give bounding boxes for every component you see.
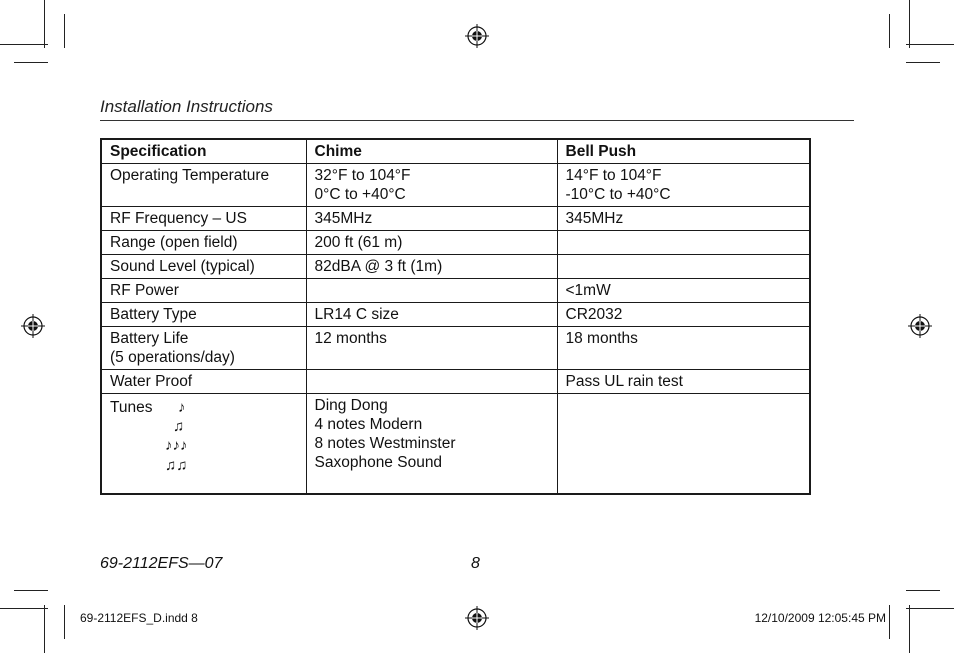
tune-name: 8 notes Westminster	[314, 435, 456, 452]
spec-cell: RF Power	[101, 279, 306, 303]
crop-mark	[14, 590, 48, 591]
page-number: 8	[471, 555, 480, 572]
crop-mark	[64, 605, 65, 639]
spec-cell	[101, 394, 306, 495]
chime-cell	[306, 370, 557, 394]
spec-cell: Sound Level (typical)	[101, 255, 306, 279]
crop-mark	[44, 0, 45, 48]
bell-cell: 345MHz	[557, 207, 810, 231]
document-number: 69-2112EFS—07	[100, 555, 223, 572]
bell-cell: CR2032	[557, 303, 810, 327]
crop-mark	[64, 14, 65, 48]
chime-cell: 345MHz	[306, 207, 557, 231]
spec-label: Battery Life	[110, 330, 189, 347]
table-row	[101, 255, 810, 279]
chime-value: 0°C to +40°C	[314, 186, 406, 203]
slug-timestamp: 12/10/2009 12:05:45 PM	[754, 611, 886, 625]
table-row	[101, 207, 810, 231]
spec-cell: Range (open field)	[101, 231, 306, 255]
crop-mark	[906, 608, 954, 609]
specification-table	[100, 138, 811, 495]
crop-mark	[889, 605, 890, 639]
tune-name: Ding Dong	[314, 397, 388, 414]
table-row	[101, 327, 810, 370]
table-row-tunes	[101, 394, 810, 495]
chime-cell	[306, 279, 557, 303]
bell-cell	[557, 231, 810, 255]
chime-value: 32°F to 104°F	[314, 167, 411, 184]
music-note-icon: ♫♫	[165, 457, 188, 474]
spec-cell: Operating Temperature	[101, 164, 306, 207]
table-row	[101, 231, 810, 255]
crop-mark	[0, 608, 48, 609]
music-note-icon: ♪♪♪	[165, 437, 188, 454]
spec-cell	[101, 327, 306, 370]
bell-value: -10°C to +40°C	[565, 186, 671, 203]
registration-mark-icon	[465, 24, 489, 48]
header-rule	[100, 120, 854, 121]
crop-mark	[906, 590, 940, 591]
spec-cell: Battery Type	[101, 303, 306, 327]
chime-cell: 82dBA @ 3 ft (1m)	[306, 255, 557, 279]
tune-name: Saxophone Sound	[314, 454, 443, 471]
bell-cell: Pass UL rain test	[557, 370, 810, 394]
column-header-bell-push: Bell Push	[557, 139, 810, 164]
crop-mark	[0, 44, 48, 45]
music-note-icon: ♪	[178, 399, 186, 416]
bell-cell	[557, 164, 810, 207]
chime-cell: 200 ft (61 m)	[306, 231, 557, 255]
registration-mark-icon	[908, 314, 932, 338]
column-header-specification: Specification	[101, 139, 306, 164]
crop-mark	[889, 14, 890, 48]
chime-cell	[306, 394, 557, 495]
crop-mark	[44, 605, 45, 653]
chime-cell: LR14 C size	[306, 303, 557, 327]
tune-name: 4 notes Modern	[314, 416, 423, 433]
bell-cell: 18 months	[557, 327, 810, 370]
bell-value: 14°F to 104°F	[565, 167, 662, 184]
crop-mark	[906, 44, 954, 45]
chime-cell	[306, 164, 557, 207]
bell-cell	[557, 255, 810, 279]
registration-mark-icon	[465, 606, 489, 630]
column-header-chime: Chime	[306, 139, 557, 164]
crop-mark	[906, 62, 940, 63]
spec-cell: RF Frequency – US	[101, 207, 306, 231]
tunes-label: Tunes	[110, 399, 153, 416]
registration-mark-icon	[21, 314, 45, 338]
spec-cell: Water Proof	[101, 370, 306, 394]
table-header-row	[101, 139, 810, 164]
bell-cell	[557, 394, 810, 495]
spec-label: (5 operations/day)	[110, 349, 235, 366]
table-row	[101, 279, 810, 303]
crop-mark	[14, 62, 48, 63]
crop-mark	[909, 0, 910, 48]
header-title: Installation Instructions	[100, 97, 273, 116]
crop-mark	[909, 605, 910, 653]
table-row	[101, 164, 810, 207]
slug-file-name: 69-2112EFS_D.indd 8	[80, 611, 198, 625]
table-row	[101, 303, 810, 327]
music-note-icon: ♫	[173, 418, 185, 435]
bell-cell: <1mW	[557, 279, 810, 303]
table-row	[101, 370, 810, 394]
chime-cell: 12 months	[306, 327, 557, 370]
